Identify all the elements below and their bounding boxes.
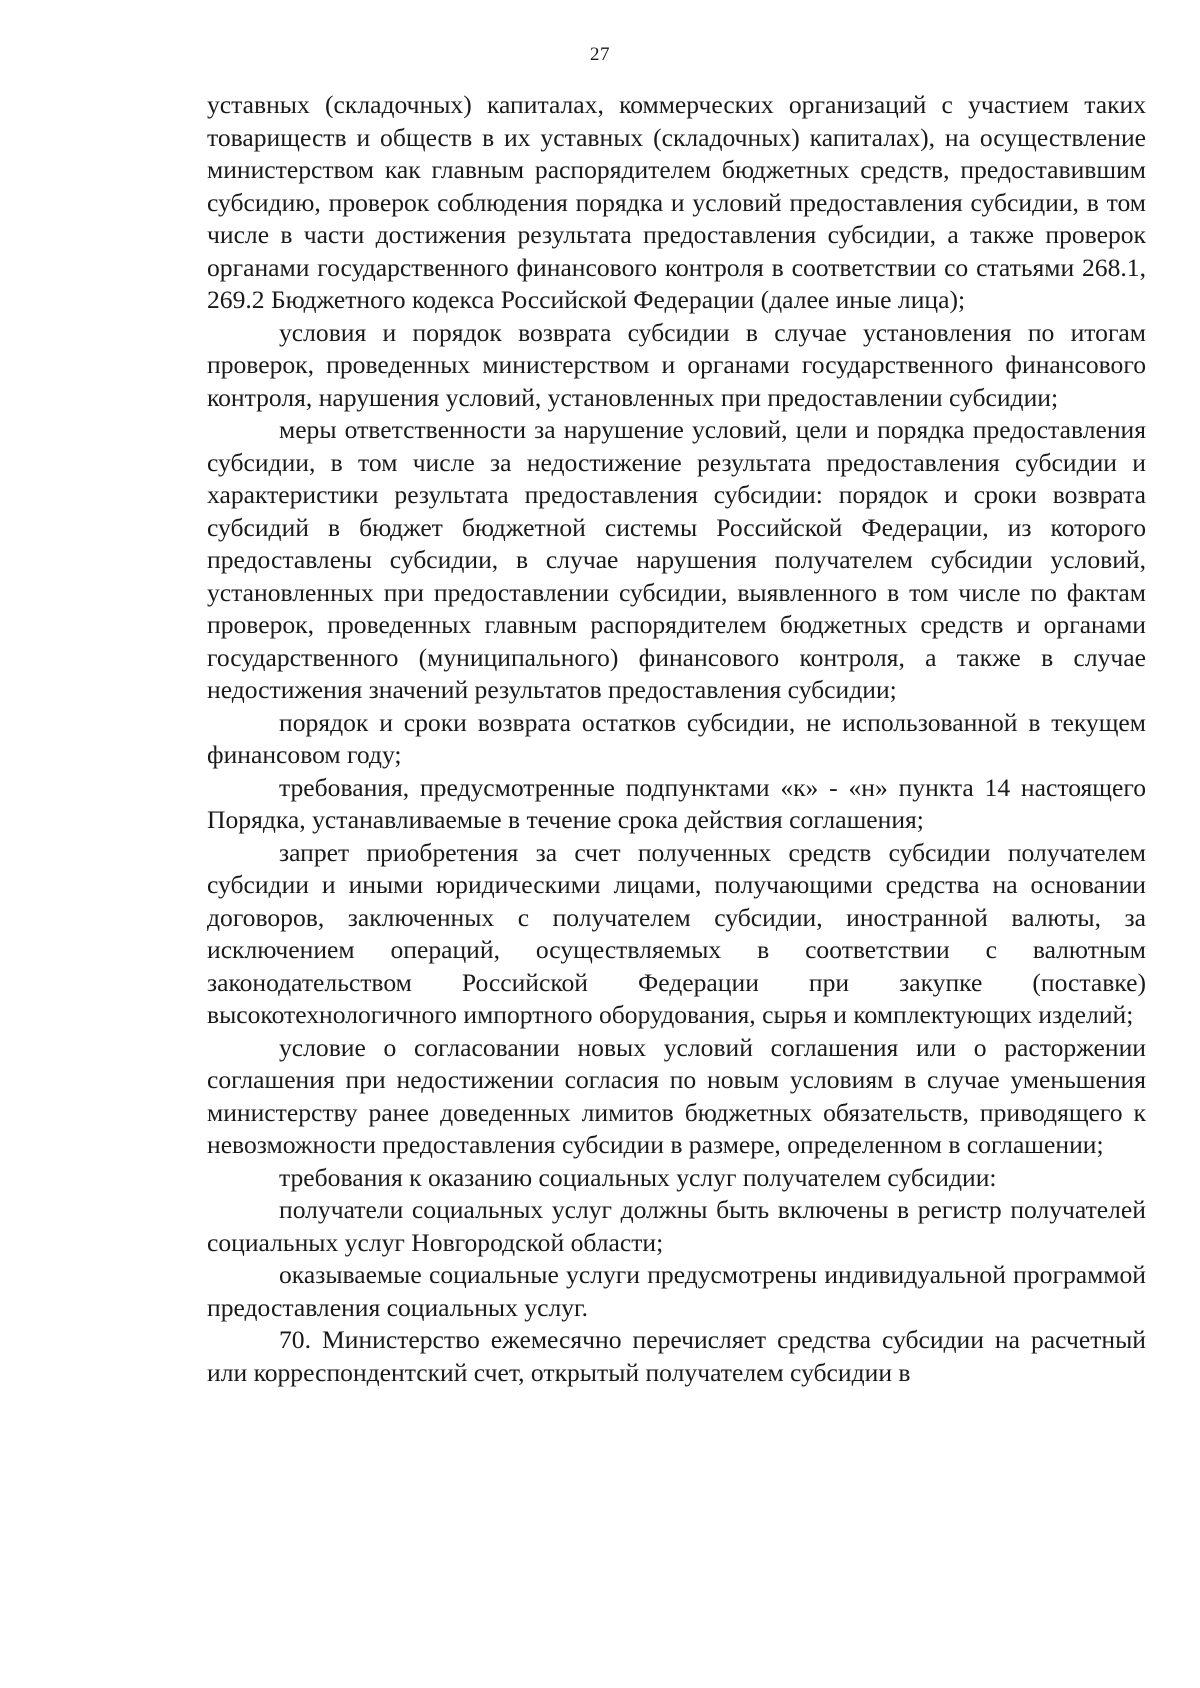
paragraph-1: уставных (складочных) капиталах, коммерческих организаций с участием таких товариществ и обществ в их уставных (складочных) капиталах), на осуществление министерством как главным распорядителем бюджетных средств, предоставившим субсидию, проверок соблюдения порядка и условий предоставления субсидии, в том числе в части достижения результата предоставления субсидии, а также проверок органами государственного финансового контроля в соответствии со статьями 268.1, 269.2 Бюджетного кодекса Российской Федерации (далее иные лица);: [207, 90, 1146, 314]
page-number: 27: [590, 44, 610, 65]
paragraph-8: требования к оказанию социальных услуг получателем субсидии:: [279, 1162, 997, 1192]
paragraph-7: условие о согласовании новых условий соглашения или о расторжении соглашения при недостижении согласия по новым условиям в случае уменьшения министерству ранее доведенных лимитов бюджетных обязательств, приводящего к невозможности предоставления субсидии в размере, определенном в соглашении;: [207, 1032, 1146, 1159]
document-body: [207, 89, 1146, 1389]
paragraph-6: запрет приобретения за счет полученных средств субсидии получателем субсидии и иными юридическими лицами, получающими средства на основании договоров, заключенных с получателем субсидии, иностранной валюты, за исключением операций, осуществляемых в соответствии с валютным законодательством Российской Федерации при закупке (поставке) высокотехнологичного импортного оборудования, сырья и комплектующих изделий;: [207, 837, 1146, 1029]
paragraph-2: условия и порядок возврата субсидии в случае установления по итогам проверок, проведенных министерством и органами государственного финансового контроля, нарушения условий, установленных при предоставлении субсидии;: [207, 317, 1146, 412]
paragraph-5: требования, предусмотренные подпунктами «к» - «н» пункта 14 настоящего Порядка, устанавливаемые в течение срока действия соглашения;: [207, 772, 1146, 834]
paragraph-4: порядок и сроки возврата остатков субсидии, не использованной в текущем финансовом году;: [207, 707, 1146, 769]
paragraph-3: меры ответственности за нарушение условий, цели и порядка предоставления субсидии, в том числе за недостижение результата предоставления субсидии и характеристики результата предоставления субсидии: порядок и сроки возврата субсидий в бюджет бюджетной системы Российской Федерации, из которого предоставлены субсидии, в случае нарушения получателем субсидии условий, установленных при предоставлении субсидии, выявленного в том числе по фактам проверок, проведенных главным распорядителем бюджетных средств и органами государственного (муниципального) финансового контроля, а также в случае недостижения значений результатов предоставления субсидии;: [207, 415, 1146, 704]
paragraph-9: получатели социальных услуг должны быть включены в регистр получателей социальных услуг Новгородской области;: [207, 1195, 1146, 1257]
paragraph-11: 70. Министерство ежемесячно перечисляет средства субсидии на расчетный или корреспондентский счет, открытый получателем субсидии в: [207, 1325, 1146, 1387]
paragraph-10: оказываемые социальные услуги предусмотрены индивидуальной программой предоставления социальных услуг.: [207, 1260, 1146, 1322]
